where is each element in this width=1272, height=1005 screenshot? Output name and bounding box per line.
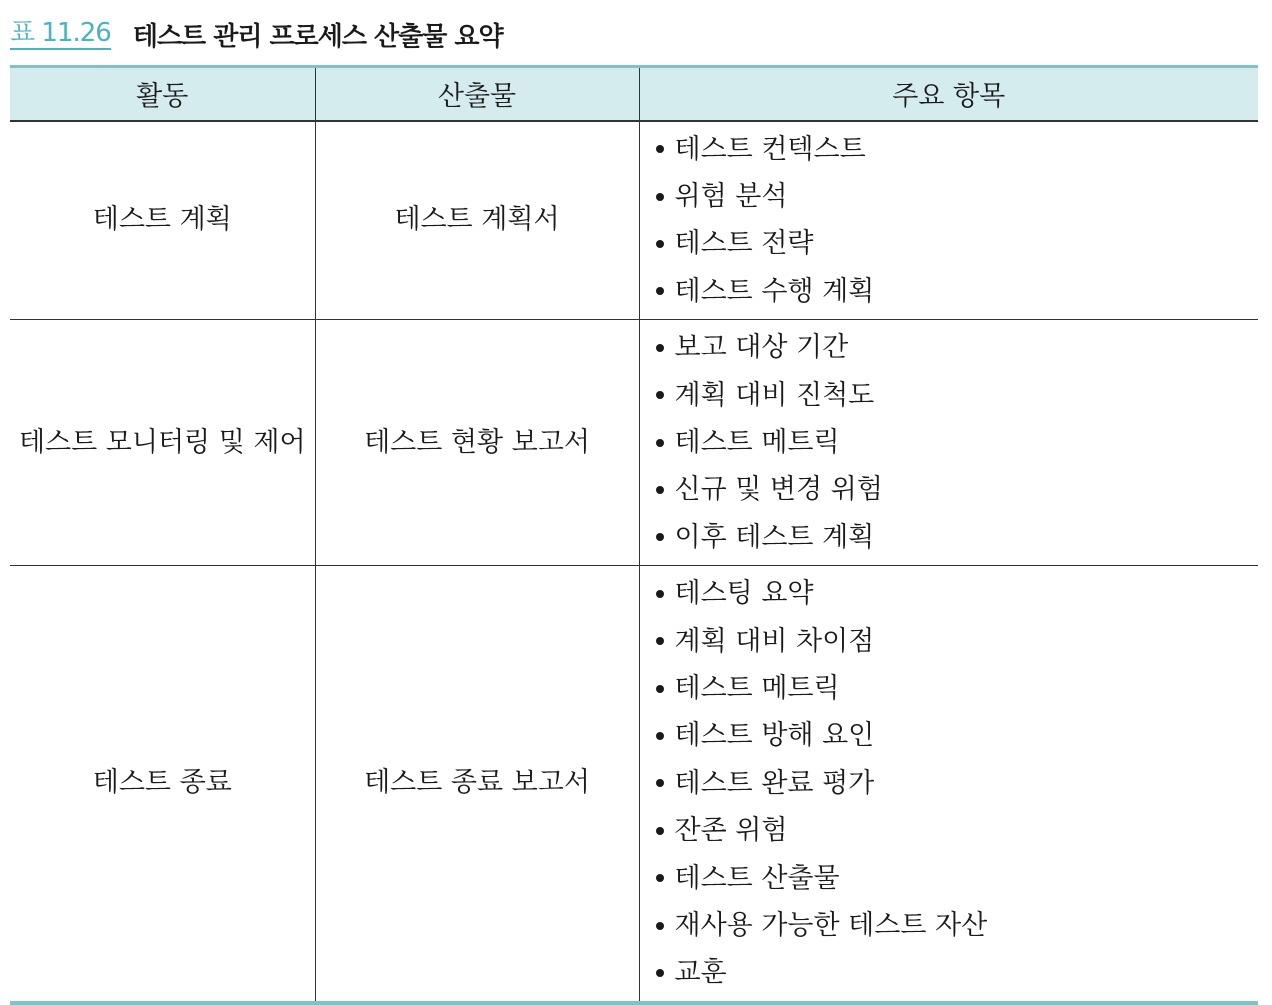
list-item	[656, 949, 1259, 996]
list-item	[656, 466, 1259, 513]
header-output: 산출물	[315, 67, 639, 121]
item-text: 이후 테스트 계획	[674, 521, 875, 553]
list-item	[656, 126, 1259, 173]
items-cell	[639, 320, 1258, 566]
item-list	[656, 324, 1259, 561]
item-list	[656, 126, 1259, 316]
list-item	[656, 570, 1259, 617]
bullet-icon	[656, 779, 664, 787]
table-row	[10, 121, 1258, 320]
list-item	[656, 268, 1259, 315]
table-row	[10, 320, 1258, 566]
bullet-icon	[656, 533, 664, 541]
items-cell	[639, 121, 1258, 320]
bullet-icon	[656, 486, 664, 494]
list-item	[656, 324, 1259, 371]
item-list	[656, 570, 1259, 997]
table-number: 표 11.26	[10, 18, 111, 48]
item-text: 계획 대비 차이점	[674, 625, 875, 657]
list-item	[656, 712, 1259, 759]
items-cell	[639, 566, 1258, 1003]
bullet-icon	[656, 827, 664, 835]
list-item	[656, 372, 1259, 419]
bullet-icon	[656, 193, 664, 201]
bullet-icon	[656, 391, 664, 399]
output-cell: 테스트 계획서	[315, 121, 639, 320]
item-text: 테스트 전략	[674, 228, 814, 260]
item-text: 교훈	[674, 957, 727, 989]
item-text: 테스팅 요약	[674, 578, 814, 610]
table-caption	[10, 16, 503, 52]
bullet-icon	[656, 287, 664, 295]
item-text: 테스트 컨텍스트	[674, 133, 866, 165]
list-item	[656, 419, 1259, 466]
list-item	[656, 665, 1259, 712]
list-item	[656, 514, 1259, 561]
item-text: 보고 대상 기간	[674, 332, 849, 364]
item-text: 테스트 수행 계획	[674, 275, 875, 307]
activity-cell: 테스트 계획	[10, 121, 315, 320]
output-cell: 테스트 종료 보고서	[315, 566, 639, 1003]
list-item	[656, 855, 1259, 902]
bullet-icon	[656, 145, 664, 153]
bullet-icon	[656, 590, 664, 598]
item-text: 테스트 방해 요인	[674, 720, 875, 752]
summary-table	[10, 65, 1258, 1005]
bullet-icon	[656, 685, 664, 693]
item-text: 잔존 위험	[674, 815, 788, 847]
item-text: 재사용 가능한 테스트 자산	[674, 910, 988, 941]
table-title: 테스트 관리 프로세스 산출물 요약	[132, 21, 503, 52]
activity-cell: 테스트 종료	[10, 566, 315, 1003]
list-item	[656, 902, 1259, 949]
item-text: 위험 분석	[674, 180, 788, 212]
list-item	[656, 173, 1259, 220]
item-text: 신규 및 변경 위험	[674, 474, 883, 506]
bullet-icon	[656, 344, 664, 352]
bullet-icon	[656, 439, 664, 447]
list-item	[656, 618, 1259, 665]
bullet-icon	[656, 637, 664, 645]
header-main-items: 주요 항목	[639, 67, 1258, 121]
bullet-icon	[656, 240, 664, 248]
header-row	[10, 67, 1258, 121]
header-activity: 활동	[10, 67, 315, 121]
item-text: 테스트 메트릭	[674, 426, 840, 458]
item-text: 계획 대비 진척도	[674, 379, 875, 411]
bullet-icon	[656, 732, 664, 740]
table-row	[10, 566, 1258, 1003]
output-cell: 테스트 현황 보고서	[315, 320, 639, 566]
list-item	[656, 760, 1259, 807]
bullet-icon	[656, 969, 664, 977]
item-text: 테스트 완료 평가	[674, 767, 875, 799]
bullet-icon	[656, 874, 664, 882]
bullet-icon	[656, 922, 664, 930]
item-text: 테스트 메트릭	[674, 672, 840, 704]
list-item	[656, 220, 1259, 267]
activity-cell: 테스트 모니터링 및 제어	[10, 320, 315, 566]
item-text: 테스트 산출물	[674, 862, 840, 894]
list-item	[656, 807, 1259, 854]
